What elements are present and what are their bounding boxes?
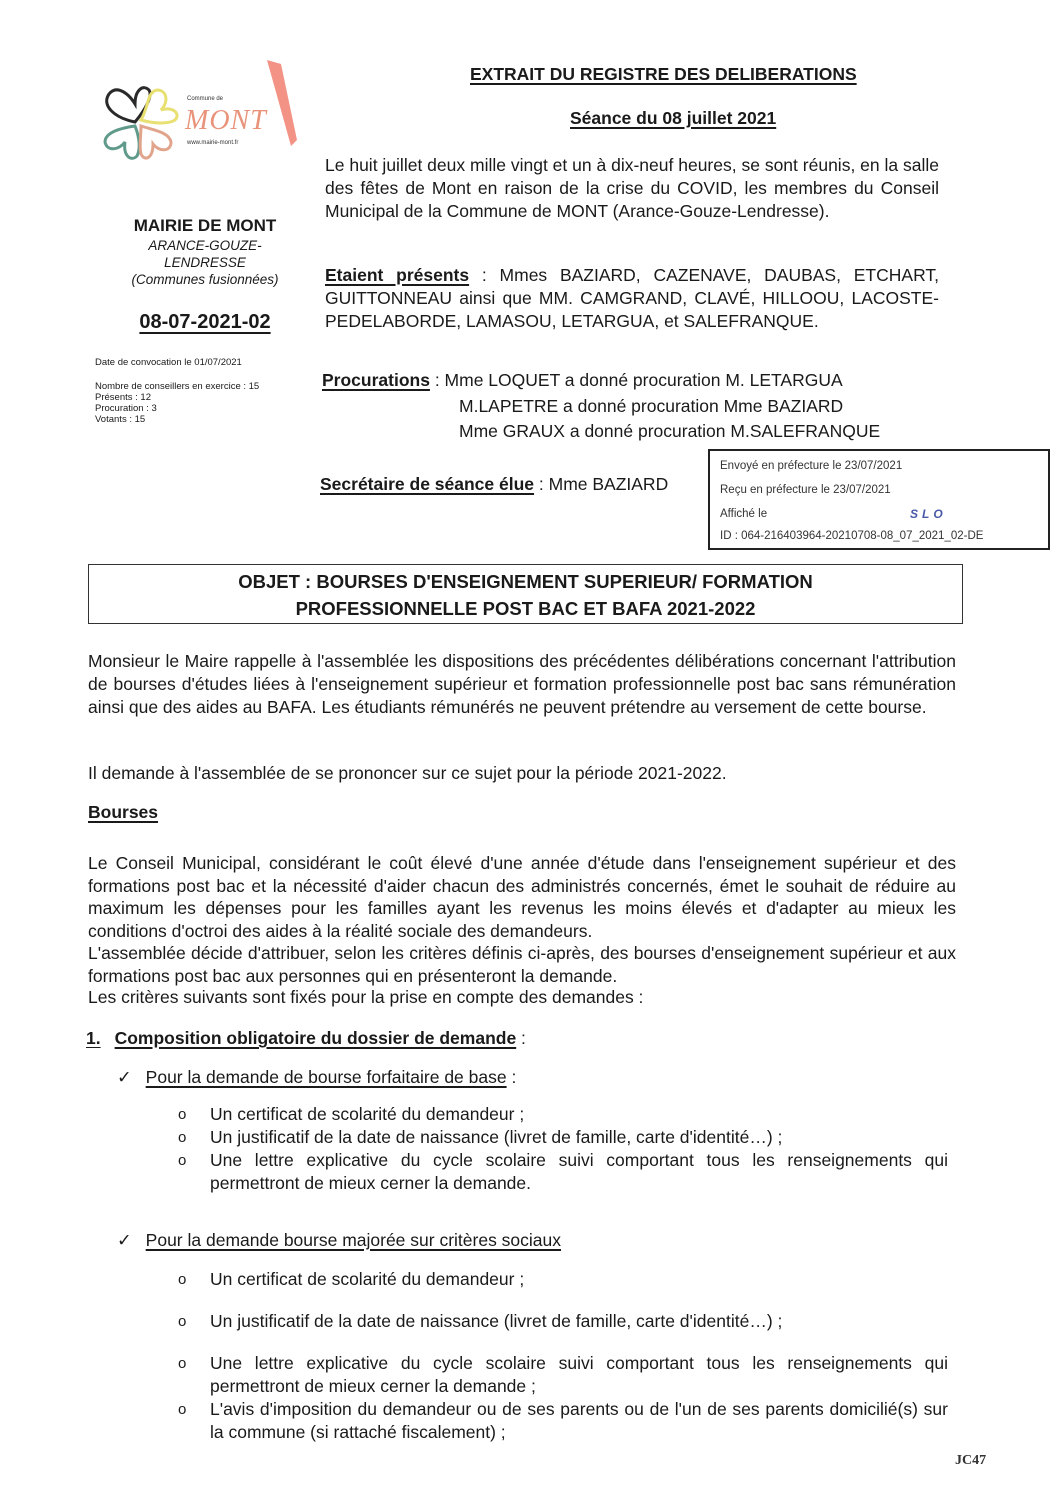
paragraph-criteres: Les critères suivants sont fixés pour la prise en compte des demandes : [88,987,644,1007]
presents-paragraph [325,264,939,333]
checkmark-icon: ✓ [117,1230,132,1250]
list-item [178,1352,948,1398]
bullet-circle-icon: o [178,1401,187,1418]
bullet-circle-icon: o [178,1355,187,1372]
bullet-circle-icon: o [178,1152,187,1169]
secretaire-value: : Mme BAZIARD [534,474,669,494]
stamp-envoye: Envoyé en préfecture le 23/07/2021 [720,460,903,472]
slo-stamp-mark: SLO [910,507,947,521]
logo-caption: Commune de [187,96,224,102]
convocation-date: Date de convocation le 01/07/2021 [95,357,242,368]
secretaire-label: Secrétaire de séance élue [320,474,535,494]
list-item-text: L'avis d'imposition du demandeur ou de ses parents ou de l'un de ses parents domicilié(s) sur la commune (si rattaché fiscalement) ; [210,1399,948,1442]
check-title: Pour la demande bourse majorée sur critères sociaux [145,1230,562,1250]
bullet-circle-icon: o [178,1106,187,1123]
commune-logo [95,60,315,170]
objet-box [88,564,963,624]
stamp-affiche: Affiché le [720,508,768,520]
list-item-text: Un certificat de scolarité du demandeur ; [210,1104,525,1124]
count-votants: Votants : 15 [95,414,146,425]
list-item [178,1149,948,1195]
procuration-line: Mme LOQUET a donné procuration M. LETARGUA [444,370,843,390]
procurations-block: Procurations : Mme LOQUET a donné procuration M. LETARGUA M.LAPETRE a donné procuration Mme BAZIARD Mme GRAUX a donné procuration M.SALEFRANQUE [322,368,942,445]
count-procuration: Procuration : 3 [95,403,157,414]
mairie-subtitle-3: (Communes fusionnées) [131,272,279,287]
mairie-subtitle-2: LENDRESSE [164,255,246,270]
objet-line-1: OBJET : BOURSES D'ENSEIGNEMENT SUPERIEUR/ FORMATION [238,571,813,592]
prefecture-stamp [708,449,1050,550]
list-item-text: Un certificat de scolarité du demandeur ; [210,1269,525,1289]
count-conseillers: Nombre de conseillers en exercice : 15 [95,381,260,392]
procuration-line: Mme GRAUX a donné procuration M.SALEFRANQUE [459,421,881,441]
section-title: Composition obligatoire du dossier de demande [114,1028,517,1048]
section-1-heading [86,1028,526,1049]
paragraph-demande: Il demande à l'assemblée de se prononcer sur ce sujet pour la période 2021-2022. [88,763,727,783]
document-title: EXTRAIT DU REGISTRE DES DELIBERATIONS [470,64,857,84]
bullet-circle-icon: o [178,1129,187,1146]
presents-label: Etaient présents [325,265,470,285]
mairie-title: MAIRIE DE MONT [133,216,277,235]
list-item [178,1103,948,1126]
list-item [178,1268,948,1291]
list-item-text: Une lettre explicative du cycle scolaire suivi comportant tous les renseignements qui permettront de mieux cerner la demande ; [210,1353,948,1396]
paragraph-rappel: Monsieur le Maire rappelle à l'assemblée les dispositions des précédentes délibérations concernant l'attribution de bourses d'études liées à l'enseignement supérieur et formation professionnelle post bac sans rémunération ainsi que des aides au BAFA. Les étudiants rémunérés ne peuvent prétendre au versement de cette bourse. [88,651,956,717]
objet-line-2: PROFESSIONNELLE POST BAC ET BAFA 2021-2022 [295,598,756,619]
check-title: Pour la demande de bourse forfaitaire de base [145,1067,507,1087]
logo-wordmark: MONT [185,105,267,136]
section-number: 1. [86,1028,101,1048]
stamp-id: ID : 064-216403964-20210708-08_07_2021_02-DE [720,530,984,542]
checklist-heading-base [117,1067,516,1088]
section-suffix: : [516,1028,526,1048]
checklist-heading-majoree [117,1230,561,1251]
list-majoree-documents [178,1268,948,1444]
deliberation-number: 08-07-2021-02 [139,311,271,333]
bullet-circle-icon: o [178,1271,187,1288]
count-presents: Présents : 12 [95,392,151,403]
list-item [178,1310,948,1333]
check-suffix: : [506,1067,517,1087]
bullet-circle-icon: o [178,1313,187,1330]
logo-url: www.mairie-mont.fr [187,140,239,146]
list-item-text: Une lettre explicative du cycle scolaire suivi comportant tous les renseignements qui permettront de mieux cerner la demande. [210,1150,948,1193]
mairie-subtitle-1: ARANCE-GOUZE- [148,238,262,253]
secretaire-line [320,474,668,495]
intro-paragraph: Le huit juillet deux mille vingt et un à dix-neuf heures, se sont réunis, en la salle des fêtes de Mont en raison de la crise du COVID, les membres du Conseil Municipal de la Commune de MONT (Arance-Gouze-Lendresse). [325,155,939,221]
stamp-recu: Reçu en préfecture le 23/07/2021 [720,484,891,496]
list-item-text: Un justificatif de la date de naissance (livret de famille, carte d'identité…) ; [210,1311,783,1331]
seance-date: Séance du 08 juillet 2021 [570,108,777,128]
council-counts [95,381,259,425]
page-code: JC47 [955,1453,987,1468]
list-base-documents [178,1103,948,1195]
paragraph-assemblee: L'assemblée décide d'attribuer, selon les critères définis ci-après, des bourses d'enseignement supérieur et aux formations post bac aux personnes qui en présenteront la demande. [88,943,956,986]
bourses-heading: Bourses [88,802,159,822]
checkmark-icon: ✓ [117,1067,132,1087]
procuration-line: M.LAPETRE a donné procuration Mme BAZIARD [459,395,844,416]
procurations-label: Procurations [322,370,430,390]
presents-list: : Mmes BAZIARD, CAZENAVE, DAUBAS, ETCHART, GUITTONNEAU ainsi que MM. CAMGRAND, CLAVÉ, HILLOOU, LACOSTE-PEDELABORDE, LAMASOU, LETARGUA, et SALEFRANQUE. [325,265,940,331]
list-item [178,1126,948,1149]
list-item [178,1398,948,1444]
paragraph-conseil: Le Conseil Municipal, considérant le coût élevé d'une année d'étude dans l'enseignement supérieur et des formations post bac et la nécessité d'aider chacun des administrés concernés, émet le souhait de réduire au maximum les dépenses pour les familles ayant les revenus les moins élevés et d'adapter au mieux les conditions d'octroi des aides à la réalité sociale des demandeurs. [88,853,956,941]
list-item-text: Un justificatif de la date de naissance (livret de famille, carte d'identité…) ; [210,1127,783,1147]
